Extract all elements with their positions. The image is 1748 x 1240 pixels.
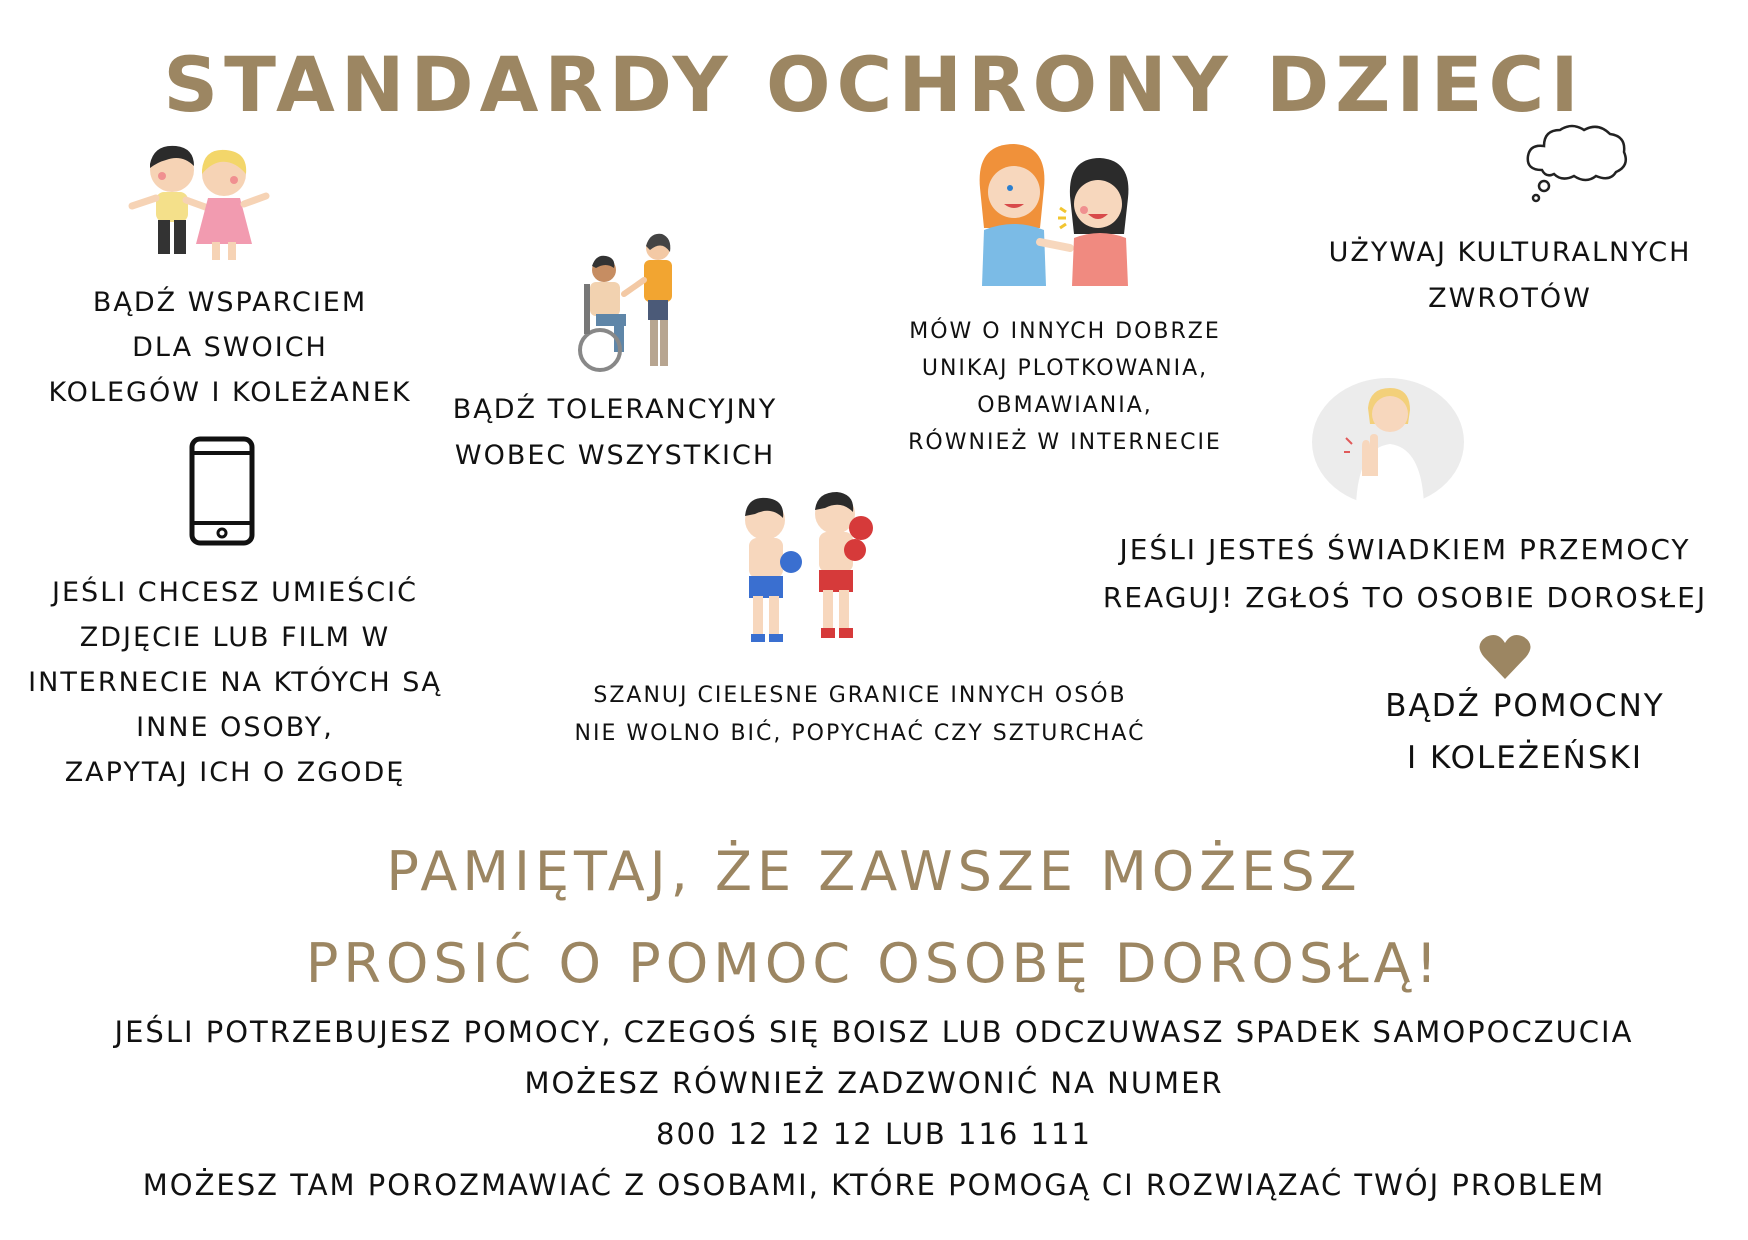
remember-line: PAMIĘTAJ, ŻE ZAWSZE MOŻESZ — [386, 840, 1362, 903]
polite-words-text — [1290, 230, 1730, 322]
smartphone-icon — [188, 435, 256, 547]
respect-line: NIE WOLNO BIĆ, POPYCHAĆ CZY SZTURCHAĆ — [574, 721, 1146, 746]
photo-line: INNE OSOBY, — [136, 712, 334, 743]
helpful-line: BĄDŹ POMOCNY — [1385, 688, 1665, 724]
wheelchair-companion-illustration — [570, 230, 690, 380]
polite-line: UŻYWAJ KULTURALNYCH — [1328, 237, 1692, 268]
photo-line: ZAPYTAJ ICH O ZGODĘ — [64, 757, 406, 788]
support-line: KOLEGÓW I KOLEŻANEK — [48, 377, 412, 408]
support-line: DLA SWOICH — [132, 332, 328, 363]
remember-line: PROSIĆ O POMOC OSOBĘ DOROSŁĄ! — [305, 932, 1443, 995]
tolerant-line: BĄDŹ TOLERANCYJNY — [452, 394, 778, 425]
witness-line: JEŚLI JESTEŚ ŚWIADKIEM PRZEMOCY — [1119, 533, 1691, 566]
witness-violence-text — [1080, 526, 1730, 622]
helpline-info — [0, 1007, 1748, 1211]
helpline-line: MOŻESZ RÓWNIEŻ ZADZWONIĆ NA NUMER — [524, 1066, 1224, 1100]
helpline-line: MOŻESZ TAM POROZMAWIAĆ Z OSOBAMI, KTÓRE POMOGĄ CI ROZWIĄZAĆ TWÓJ PROBLEM — [142, 1168, 1606, 1202]
speak-line: OBMAWIANIA, — [977, 393, 1153, 418]
remember-heading — [0, 826, 1748, 1010]
respect-boundaries-text — [540, 677, 1180, 753]
speak-line: RÓWNIEŻ W INTERNECIE — [908, 430, 1222, 455]
photo-line: INTERNECIE NA KTÓYCH SĄ — [28, 667, 442, 698]
witness-line: REAGUJ! ZGŁOŚ TO OSOBIE DOROSŁEJ — [1102, 581, 1708, 614]
helpful-text — [1330, 680, 1720, 784]
girls-talking-illustration — [970, 138, 1150, 286]
boxing-kids-illustration — [735, 492, 885, 652]
support-line: BĄDŹ WSPARCIEM — [92, 287, 368, 318]
speak-line: UNIKAJ PLOTKOWANIA, — [921, 356, 1209, 381]
photo-line: ZDJĘCIE LUB FILM W — [79, 622, 391, 653]
helpful-line: I KOLEŻEŃSKI — [1406, 740, 1644, 776]
respect-line: SZANUJ CIELESNE GRANICE INNYCH OSÓB — [593, 683, 1127, 708]
page-title: STANDARDY OCHRONY DZIECI — [163, 40, 1585, 129]
speak-line: MÓW O INNYCH DOBRZE — [909, 319, 1221, 344]
photo-line: JEŚLI CHCESZ UMIEŚCIĆ — [52, 577, 418, 608]
speak-kindly-text — [880, 313, 1250, 461]
photo-consent-text — [15, 570, 455, 795]
helpline-line: JEŚLI POTRZEBUJESZ POMOCY, CZEGOŚ SIĘ BOISZ LUB ODCZUWASZ SPADEK SAMOPOCZUCIA — [114, 1015, 1634, 1049]
thought-cloud-icon — [1522, 120, 1632, 205]
tolerant-line: WOBEC WSZYSTKICH — [454, 440, 776, 471]
stop-gesture-illustration — [1312, 378, 1464, 506]
polite-line: ZWROTÓW — [1428, 283, 1592, 314]
helpline-numbers: 800 12 12 12 LUB 116 111 — [656, 1117, 1092, 1151]
support-text — [30, 280, 430, 415]
tolerant-text — [430, 387, 800, 479]
children-holding-hands-illustration — [120, 140, 280, 270]
heart-icon — [1478, 633, 1532, 681]
